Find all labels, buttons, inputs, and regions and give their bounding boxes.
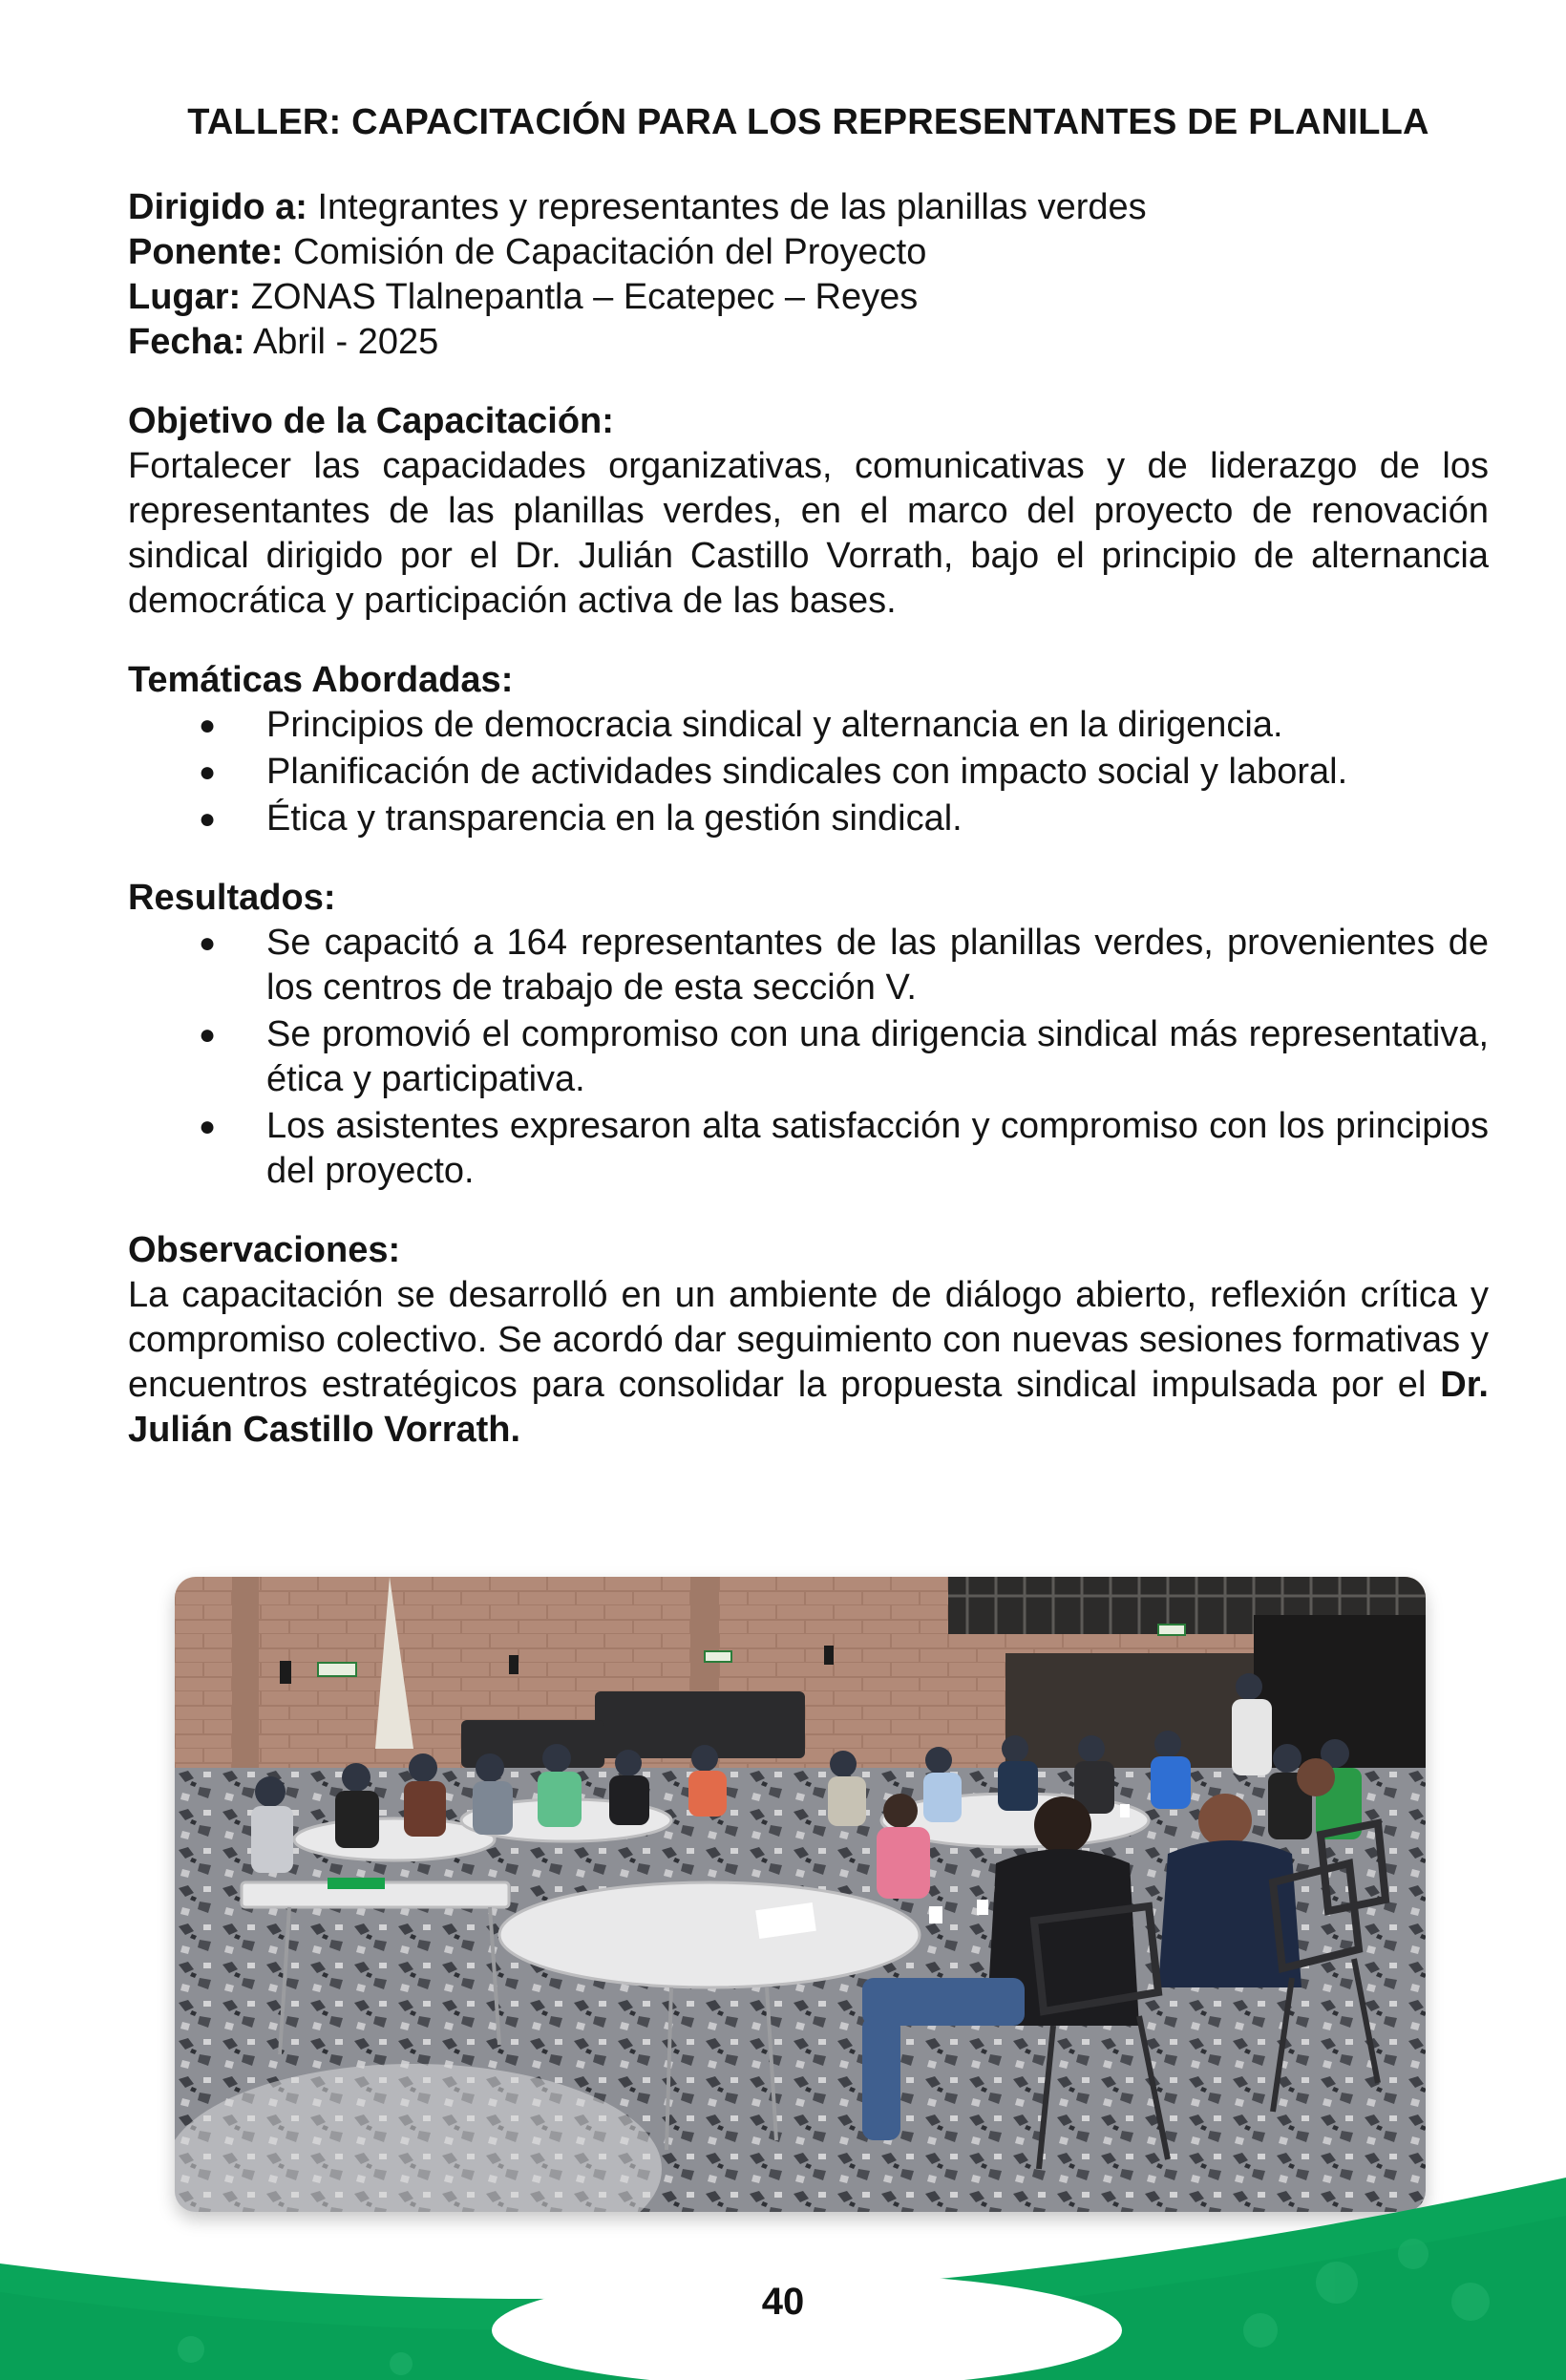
list-item: ● Ética y transparencia en la gestión sindical. [128,797,1489,841]
page-number: 40 [761,2281,805,2323]
tematicas-heading: Temáticas Abordadas: [128,660,514,700]
page-content [128,99,1489,1453]
resultados-heading: Resultados: [128,878,336,918]
meta-ponente: Ponente: Comisión de Capacitación del Proyecto [128,232,927,272]
resultados-list [128,921,1489,1194]
meta-fecha: Fecha: Abril - 2025 [128,322,439,362]
tematicas-list [128,703,1489,841]
page-title: TALLER: CAPACITACIÓN PARA LOS REPRESENTANTES DE PLANILLA [187,102,1429,142]
observaciones-heading: Observaciones: [128,1230,401,1270]
objetivo-text: Fortalecer las capacidades organizativas, comunicativas y de liderazgo de los representantes de las planillas verdes, en el marco del proyecto de renovación sindical dirigido por el Dr. Julián Castillo Vorrath, bajo el principio de alternancia democrática y participación activa de las bases. [128,446,1489,621]
bullet-icon: ● [199,1019,217,1051]
bullet-icon: ● [199,803,217,835]
meta-block [128,185,1489,365]
list-item: ● Planificación de actividades sindicales con impacto social y laboral. [128,750,1489,795]
bullet-icon: ● [199,1111,217,1142]
observaciones-text: La capacitación se desarrolló en un ambiente de diálogo abierto, reflexión crítica y compromiso colectivo. Se acordó dar seguimiento con nuevas sesiones formativas y encuentros estratégicos para consolidar la propuesta sindical impulsada por el Dr. Julián Castillo Vorrath. [128,1275,1489,1450]
list-item: ● Principios de democracia sindical y alternancia en la dirigencia. [128,703,1489,748]
bullet-icon: ● [199,927,217,959]
bullet-icon: ● [199,756,217,788]
training-photo-illustration [175,1577,1426,2212]
bullet-icon: ● [199,710,217,741]
meta-lugar: Lugar: ZONAS Tlalnepantla – Ecatepec – Reyes [128,277,919,317]
observaciones-bold-name: Dr. Julián Castillo Vorrath. [128,1365,1489,1450]
meta-dirigido: Dirigido a: Integrantes y representantes de las planillas verdes [128,187,1147,227]
footer-wave-decoration [0,2139,1566,2380]
list-item: ● Se promovió el compromiso con una dirigencia sindical más representativa, ética y participativa. [199,1014,1489,1099]
list-item: ● Los asistentes expresaron alta satisfacción y compromiso con los principios del proyecto. [199,1106,1489,1191]
list-item: ● Se capacitó a 164 representantes de las planillas verdes, provenientes de los centros de trabajo de esta sección V. [199,923,1489,1008]
training-photo [175,1577,1426,2212]
objetivo-heading: Objetivo de la Capacitación: [128,401,614,441]
